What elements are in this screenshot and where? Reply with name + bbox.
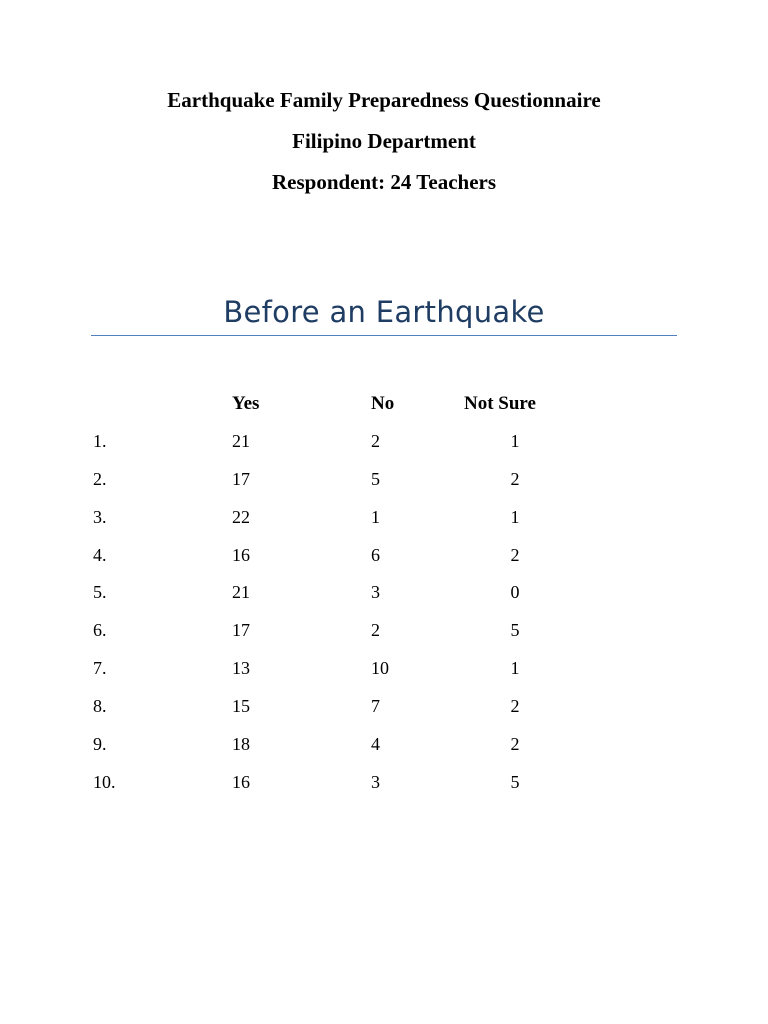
- yes-count: 13: [232, 658, 250, 678]
- yes-count: 21: [232, 431, 250, 451]
- no-count: 6: [371, 545, 380, 565]
- row-number: 1.: [93, 431, 107, 451]
- no-count: 2: [371, 431, 380, 451]
- column-header-yes: Yes: [232, 393, 260, 414]
- document-title: Earthquake Family Preparedness Questionnaire: [167, 88, 601, 112]
- row-number: 4.: [93, 545, 107, 565]
- table-row: [0, 618, 768, 642]
- yes-count: 21: [232, 582, 250, 602]
- not-sure-count: 1: [510, 658, 520, 678]
- row-number: 7.: [93, 658, 107, 678]
- no-count: 2: [371, 620, 380, 640]
- not-sure-count: 2: [510, 696, 520, 716]
- respondent-line: Respondent: 24 Teachers: [271, 170, 497, 194]
- yes-count: 17: [232, 469, 250, 489]
- yes-count: 16: [232, 545, 250, 565]
- column-header-no: No: [371, 393, 395, 414]
- row-number: 3.: [93, 507, 107, 527]
- yes-count: 22: [232, 507, 250, 527]
- department-line: Filipino Department: [292, 129, 476, 153]
- not-sure-count: 5: [510, 620, 520, 640]
- table-row: [0, 543, 768, 567]
- not-sure-count: 1: [510, 431, 520, 451]
- table-row: [0, 694, 768, 718]
- table-row: [0, 580, 768, 604]
- no-count: 1: [371, 507, 380, 527]
- not-sure-count: 2: [510, 734, 520, 754]
- table-row: [0, 770, 768, 794]
- row-number: 6.: [93, 620, 107, 640]
- row-number: 8.: [93, 696, 107, 716]
- no-count: 7: [371, 696, 380, 716]
- not-sure-count: 2: [510, 545, 520, 565]
- yes-count: 18: [232, 734, 250, 754]
- section-heading: Before an Earthquake: [223, 295, 545, 329]
- column-header-not-sure: Not Sure: [464, 393, 536, 414]
- table-row: [0, 732, 768, 756]
- row-number: 10.: [93, 772, 116, 792]
- not-sure-count: 2: [510, 469, 520, 489]
- not-sure-count: 0: [510, 582, 520, 602]
- no-count: 10: [371, 658, 389, 678]
- not-sure-count: 1: [510, 507, 520, 527]
- table-row: [0, 656, 768, 680]
- no-count: 4: [371, 734, 380, 754]
- row-number: 5.: [93, 582, 107, 602]
- no-count: 5: [371, 469, 380, 489]
- table-row: [0, 467, 768, 491]
- no-count: 3: [371, 582, 380, 602]
- row-number: 9.: [93, 734, 107, 754]
- yes-count: 16: [232, 772, 250, 792]
- row-number: 2.: [93, 469, 107, 489]
- table-row: [0, 505, 768, 529]
- section-divider: [91, 335, 677, 336]
- not-sure-count: 5: [510, 772, 520, 792]
- no-count: 3: [371, 772, 380, 792]
- table-row: [0, 429, 768, 453]
- yes-count: 15: [232, 696, 250, 716]
- yes-count: 17: [232, 620, 250, 640]
